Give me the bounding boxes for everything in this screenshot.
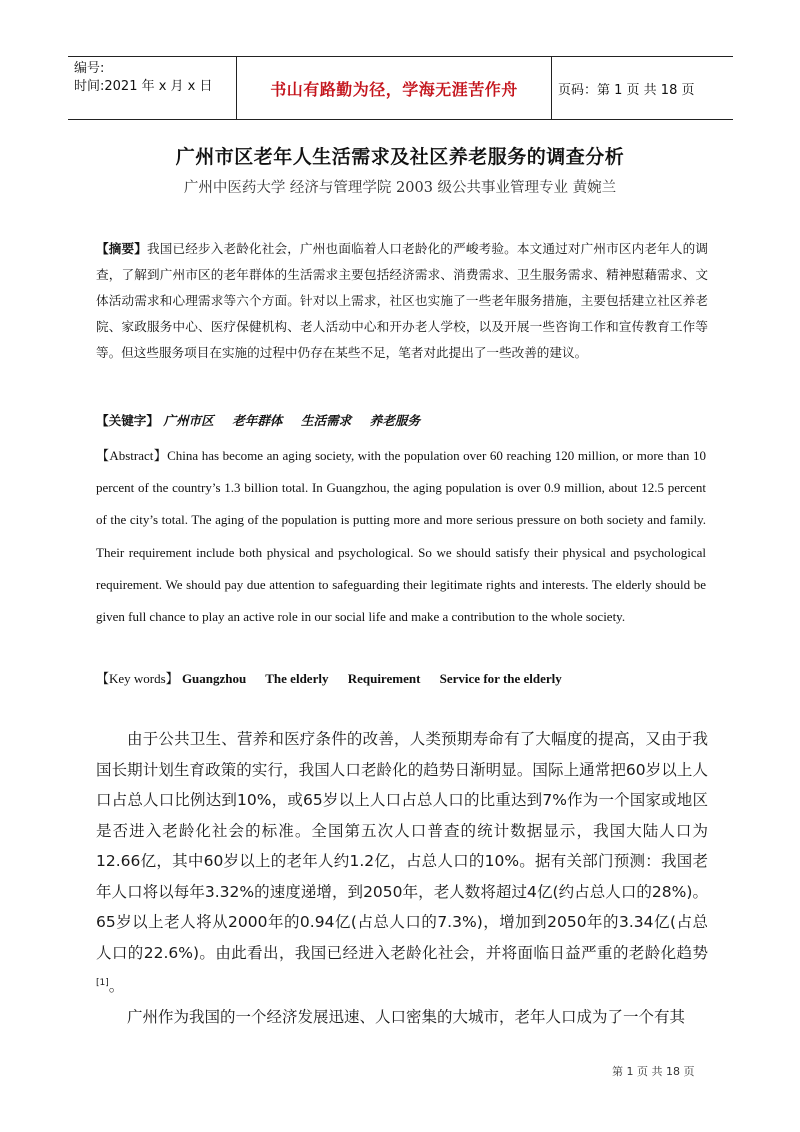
english-abstract-text: China has become an aging society, with the population over 60 reaching 120 million, or more than 10 percent of the country’s 1.3 billion total. In Guangzhou, the aging population is over 0.9 million, about 12.5 percent of the city’s total. The aging of the population is putting more and more serious pressure on both society and family. Their requirement include both physical and psychological. So we should satisfy their physical and psychological requirement. We should pay due attention to safeguarding their legitimate rights and interests. The elderly should be given full chance to play an active role in our social life and make a contribution to the whole society. (96, 448, 706, 625)
body-text (96, 724, 708, 1032)
paragraph-text: 由于公共卫生、营养和医疗条件的改善，人类预期寿命有了大幅度的提高，又由于我国长期计划生育政策的实行，我国人口老龄化的趋势日渐明显。国际上通常把60岁以上人口占总人口比例达到10%，或65岁以上人口占总人口的比重达到7%作为一个国家或地区是否进入老龄化社会的标准。全国第五次人口普查的统计数据显示，我国大陆人口为12.66亿，其中60岁以上的老年人约1.2亿，占总人口的10%。据有关部门预测：我国老年人口将以每年3.32%的速度递增，到2050年，老人数将超过4亿(约占总人口的28%)。65岁以上老人将从2000年的0.94亿(占总人口的7.3%)，增加到2050年的3.34亿(占总人口的22.6%)。由此看出，我国已经进入老龄化社会，并将面临日益严重的老龄化趋势 (96, 730, 708, 962)
english-keywords (96, 668, 578, 687)
english-keywords-label: 【Key words】 (96, 671, 179, 686)
keyword-item: Guangzhou (181, 671, 247, 686)
english-abstract-label: 【Abstract】 (96, 448, 168, 463)
keyword-item: 老年群体 (232, 413, 283, 428)
chinese-abstract-label: 【摘要】 (96, 241, 148, 256)
body-paragraph: 广州作为我国的一个经济发展迅速、人口密集的大城市，老年人口成为了一个有其 (127, 1007, 686, 1026)
body-paragraph (96, 724, 708, 1002)
header-table (68, 56, 733, 120)
citation-ref[interactable]: [1] (96, 978, 109, 988)
page-title: 广州市区老年人生活需求及社区养老服务的调查分析 (175, 146, 625, 168)
time-label: 时间:2021 年 x 月 x 日 (74, 79, 213, 94)
chinese-keywords-label: 【关键字】 (96, 413, 159, 428)
keyword-item: 生活需求 (300, 413, 352, 428)
header-divider (551, 57, 552, 119)
chinese-abstract (96, 236, 708, 366)
author-line: 广州中医药大学 经济与管理学院 2003 级公共事业管理专业 黄婉兰 (183, 180, 617, 196)
keyword-item: The elderly (265, 671, 329, 686)
number-label: 编号: (74, 61, 105, 76)
english-abstract (96, 440, 706, 633)
page-footer: 第 1 页 共 18 页 (612, 1065, 695, 1078)
keyword-item: 广州市区 (163, 413, 214, 428)
header-page-info: 页码：第 1 页 共 18 页 (558, 82, 695, 98)
keyword-item: Service for the elderly (439, 671, 562, 686)
paragraph-end: 。 (108, 977, 125, 996)
keyword-item: Requirement (347, 671, 421, 686)
keyword-item: 养老服务 (369, 413, 421, 428)
header-motto: 书山有路勤为径，学海无涯苦作舟 (270, 79, 518, 99)
header-meta (74, 60, 239, 116)
chinese-abstract-text: 我国已经步入老龄化社会，广州也面临着人口老龄化的严峻考验。本文通过对广州市区内老年人的调查，了解到广州市区的老年群体的生活需求主要包括经济需求、消费需求、卫生服务需求、精神慰藉需求、文体活动需求和心理需求等六个方面。针对以上需求，社区也实施了一些老年服务措施，主要包括建立社区养老院、家政服务中心、医疗保健机构、老人活动中心和开办老人学校，以及开展一些咨询工作和宣传教育工作等等。但这些服务项目在实施的过程中仍存在某些不足，笔者对此提出了一些改善的建议。 (96, 241, 709, 360)
chinese-keywords (96, 410, 434, 429)
